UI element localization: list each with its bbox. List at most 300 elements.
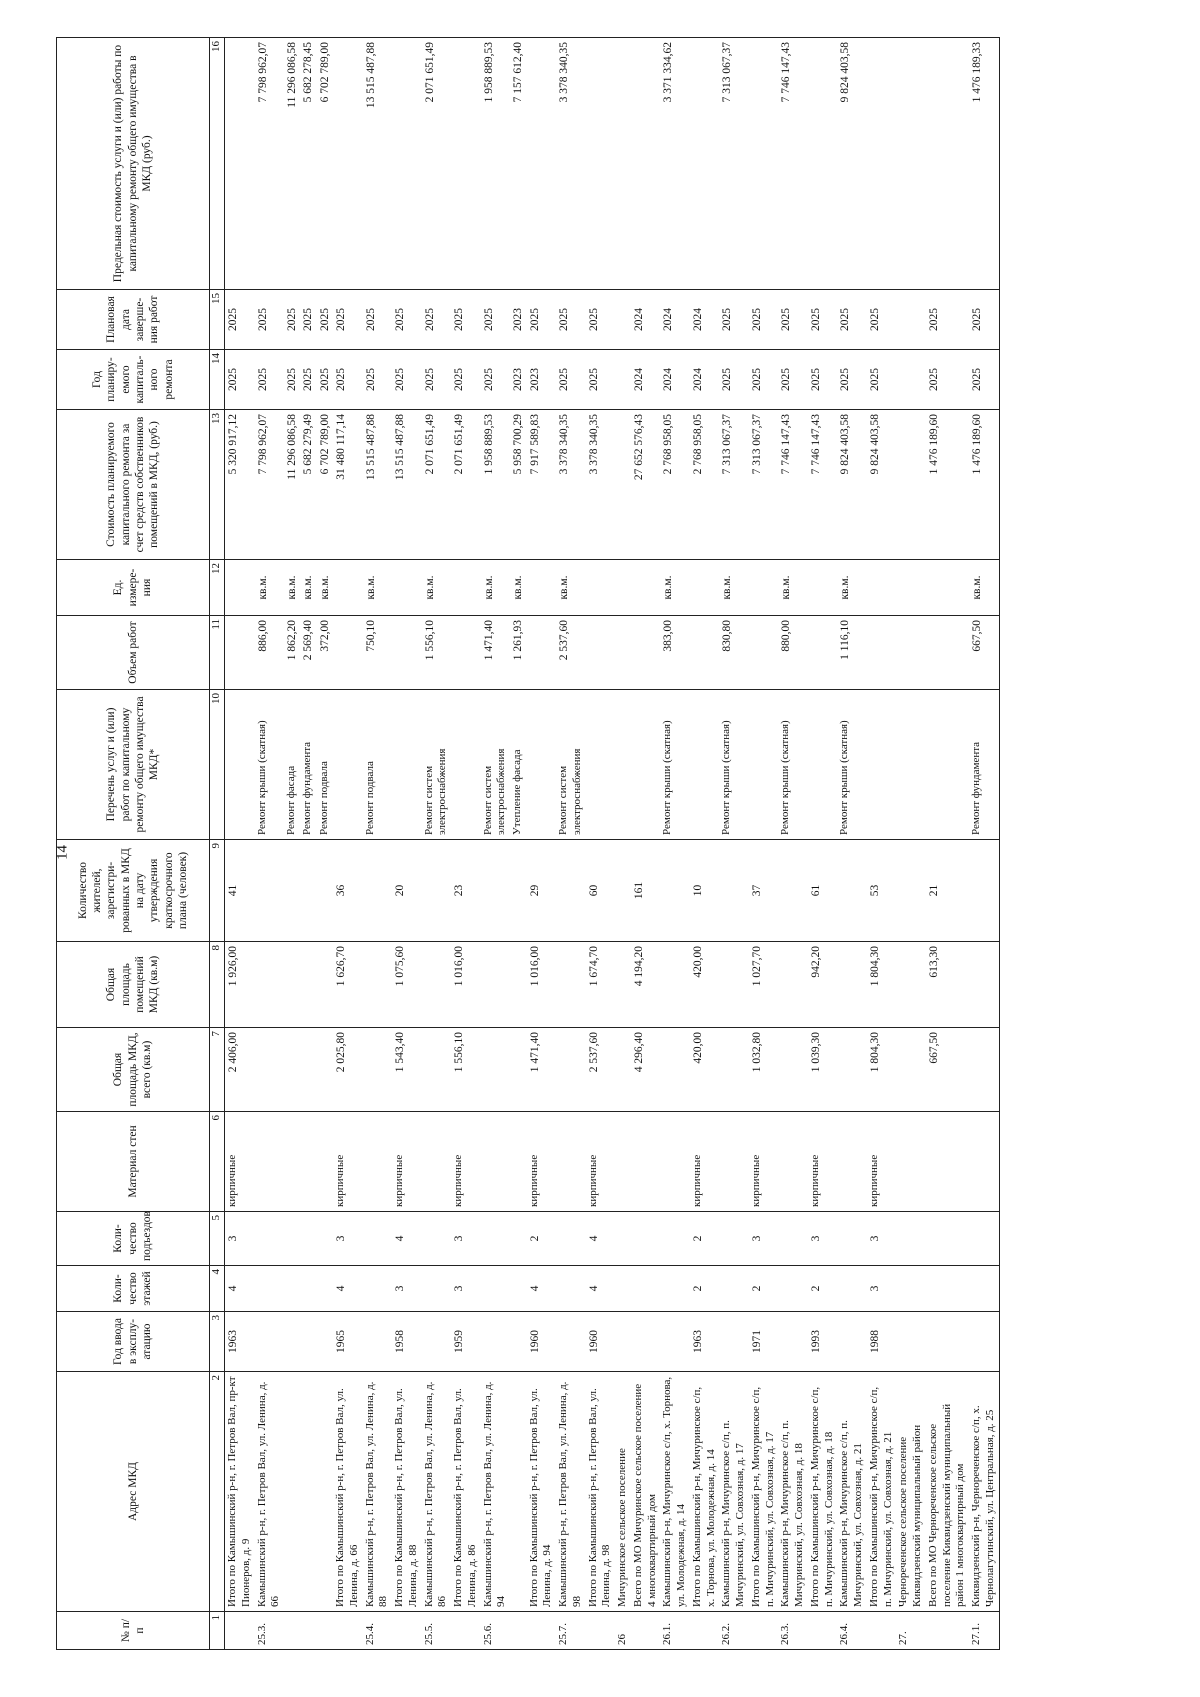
table-cell: 2025 [481, 350, 511, 410]
table-cell: 3 [451, 1212, 481, 1266]
table-cell [255, 1212, 285, 1266]
table-cell [926, 690, 969, 840]
table-cell: 2 [808, 1266, 838, 1312]
table-cell: 2 071 651,49 [422, 410, 452, 560]
column-number: 13 [210, 410, 225, 560]
table-cell [969, 1028, 999, 1112]
table-cell: 5 320 917,12 [225, 410, 255, 560]
table-cell [837, 1028, 867, 1112]
table-cell [300, 1312, 316, 1372]
table-cell: 2025 [808, 290, 838, 350]
table-row [481, 38, 511, 1650]
table-cell [615, 350, 631, 410]
table-cell: 2025 [317, 350, 333, 410]
table-cell [808, 616, 838, 690]
table-cell: 60 [586, 840, 616, 942]
table-row [778, 38, 808, 1650]
table-cell [749, 1612, 779, 1650]
table-cell [896, 290, 926, 350]
table-cell: 3 378 340,35 [556, 38, 586, 290]
table-cell [333, 690, 363, 840]
table-row [333, 38, 363, 1650]
capital-repair-table [56, 37, 1000, 1650]
column-number: 9 [210, 840, 225, 942]
table-cell [510, 840, 526, 942]
table-cell: 2025 [317, 290, 333, 350]
table-cell [969, 1112, 999, 1212]
table-cell [225, 690, 255, 840]
table-cell: Чернореченское сельское поселение Киквидзенский муниципальный район [896, 1372, 926, 1612]
table-cell: 667,50 [969, 616, 999, 690]
table-cell [363, 1266, 393, 1312]
table-cell: 2024 [690, 350, 720, 410]
table-cell: 23 [451, 840, 481, 942]
table-cell: 27.1. [969, 1612, 999, 1650]
table-cell: кв.м. [660, 560, 690, 616]
column-header: Плановая дата заверше-ния работ [57, 290, 210, 350]
table-cell [317, 1266, 333, 1312]
table-cell [896, 840, 926, 942]
table-cell: 1 027,70 [749, 942, 779, 1028]
rotated-table-container [56, 38, 1128, 1650]
table-cell: 2025 [867, 290, 897, 350]
table-cell: 2025 [225, 350, 255, 410]
table-row [586, 38, 616, 1650]
table-cell [837, 1266, 867, 1312]
table-row [719, 38, 749, 1650]
table-cell: 25.7. [556, 1612, 586, 1650]
table-cell [586, 38, 616, 290]
table-cell: 1 261,93 [510, 616, 526, 690]
column-header: Общая площадь МКД, всего (кв.м) [57, 1028, 210, 1112]
table-cell: кв.м. [363, 560, 393, 616]
column-number: 16 [210, 38, 225, 290]
table-cell: Ремонт фундамента [300, 690, 316, 840]
table-cell: 2 569,40 [300, 616, 316, 690]
table-cell [284, 1028, 300, 1112]
table-cell: 27 652 576,43 [631, 410, 661, 560]
table-cell: кв.м. [778, 560, 808, 616]
table-cell: 2025 [556, 350, 586, 410]
table-cell: 161 [631, 840, 661, 942]
table-cell [451, 1612, 481, 1650]
table-cell [284, 840, 300, 942]
table-cell: Утепление фасада [510, 690, 526, 840]
table-cell: 25.6. [481, 1612, 511, 1650]
table-row [317, 38, 333, 1650]
table-cell: 2025 [586, 350, 616, 410]
table-cell [615, 410, 631, 560]
table-cell [527, 560, 557, 616]
table-cell: 13 515 487,88 [363, 410, 393, 560]
table-cell [422, 840, 452, 942]
table-cell: 1960 [527, 1312, 557, 1372]
table-cell: 9 824 403,58 [837, 410, 867, 560]
table-cell [586, 690, 616, 840]
column-header: Общая площадь помещений МКД (кв.м) [57, 942, 210, 1028]
table-cell: 21 [926, 840, 969, 942]
table-cell: Итого по Камышинский р-н, Мичуринское с/п, х. Торнова, ул. Молодежная, д. 14 [690, 1372, 720, 1612]
table-cell [690, 690, 720, 840]
column-header: Материал стен [57, 1112, 210, 1212]
table-cell: 2023 [510, 290, 526, 350]
table-cell [926, 38, 969, 290]
column-header: Объем работ [57, 616, 210, 690]
table-cell [631, 616, 661, 690]
column-header: Адрес МКД [57, 1372, 210, 1612]
table-cell: Ремонт крыши (скатная) [255, 690, 285, 840]
table-cell: 383,00 [660, 616, 690, 690]
table-cell: Камышинский р-н, г. Петров Вал, ул. Ленина, д. 86 [422, 1372, 452, 1612]
table-cell [969, 1212, 999, 1266]
table-cell [867, 1612, 897, 1650]
table-cell [300, 1212, 316, 1266]
table-cell [719, 1028, 749, 1112]
table-cell [896, 410, 926, 560]
table-cell: 372,00 [317, 616, 333, 690]
table-cell [300, 1266, 316, 1312]
column-header: Год планиру-емого капиталь-ного ремонта [57, 350, 210, 410]
table-cell: кирпичные [451, 1112, 481, 1212]
table-row [631, 38, 661, 1650]
table-cell: 1 958 889,53 [481, 38, 511, 290]
table-cell: 1 804,30 [867, 942, 897, 1028]
table-cell [631, 1112, 661, 1212]
column-header: Коли-чество этажей [57, 1266, 210, 1312]
table-cell [749, 690, 779, 840]
table-cell: 7 313 067,37 [719, 38, 749, 290]
table-cell [615, 1028, 631, 1112]
table-cell [926, 1266, 969, 1312]
table-cell: Итого по Камышинский р-н, г. Петров Вал, ул. Ленина, д. 66 [333, 1372, 363, 1612]
table-cell: 2 537,60 [556, 616, 586, 690]
table-cell [808, 560, 838, 616]
table-cell [284, 1372, 300, 1612]
table-cell: 2024 [631, 350, 661, 410]
table-cell: 41 [225, 840, 255, 942]
table-cell: Ремонт систем электроснабжения [556, 690, 586, 840]
table-cell: 2025 [837, 290, 867, 350]
table-cell [808, 690, 838, 840]
table-cell: 2025 [926, 290, 969, 350]
table-cell: 2025 [586, 290, 616, 350]
table-cell: Камышинский р-н, г. Петров Вал, ул. Ленина, д. 94 [481, 1372, 511, 1612]
table-cell: 942,20 [808, 942, 838, 1028]
table-cell [333, 616, 363, 690]
table-cell: 13 515 487,88 [363, 38, 393, 290]
table-cell [556, 1312, 586, 1372]
table-cell: Итого по Камышинский р-н, Мичуринское с/п, п. Мичуринский, ул. Совхозная, д. 21 [867, 1372, 897, 1612]
table-cell [660, 1212, 690, 1266]
table-cell [719, 942, 749, 1028]
table-cell [778, 1028, 808, 1112]
table-cell [317, 1212, 333, 1266]
table-cell: 2025 [422, 350, 452, 410]
table-cell [615, 690, 631, 840]
table-cell: кирпичные [586, 1112, 616, 1212]
table-cell: 26.1. [660, 1612, 690, 1650]
table-cell [481, 1112, 511, 1212]
table-cell: 2025 [527, 290, 557, 350]
table-cell [837, 1112, 867, 1212]
table-cell [926, 1212, 969, 1266]
table-cell: 7 798 962,07 [255, 410, 285, 560]
table-cell [284, 1212, 300, 1266]
table-cell: 420,00 [690, 1028, 720, 1112]
table-row [896, 38, 926, 1650]
table-cell [255, 1312, 285, 1372]
table-cell: 886,00 [255, 616, 285, 690]
table-cell [556, 1212, 586, 1266]
table-row [300, 38, 316, 1650]
column-number: 3 [210, 1312, 225, 1372]
table-cell: 2025 [749, 350, 779, 410]
table-cell: 1 926,00 [225, 942, 255, 1028]
column-number: 12 [210, 560, 225, 616]
table-row [284, 38, 300, 1650]
table-cell: 5 682 279,49 [300, 410, 316, 560]
table-row [422, 38, 452, 1650]
table-cell: 2025 [778, 290, 808, 350]
table-header [54, 38, 225, 1650]
table-cell [615, 1312, 631, 1372]
table-cell: кирпичные [690, 1112, 720, 1212]
table-cell [510, 1612, 526, 1650]
column-number: 10 [210, 690, 225, 840]
table-cell: Ремонт крыши (скатная) [660, 690, 690, 840]
table-cell: 1 471,40 [527, 1028, 557, 1112]
table-cell [527, 690, 557, 840]
table-cell: 26.2. [719, 1612, 749, 1650]
table-cell: 1 556,10 [422, 616, 452, 690]
table-cell: 1965 [333, 1312, 363, 1372]
table-cell: 4 [333, 1266, 363, 1312]
table-cell: 26.3. [778, 1612, 808, 1650]
table-cell: 1 016,00 [527, 942, 557, 1028]
table-cell [510, 942, 526, 1028]
table-cell: 2 [690, 1266, 720, 1312]
table-cell: Итого по Камышинский р-н, г. Петров Вал, ул. Ленина, д. 94 [527, 1372, 557, 1612]
table-cell [631, 38, 661, 290]
table-row [527, 38, 557, 1650]
table-cell [284, 942, 300, 1028]
table-cell [300, 942, 316, 1028]
table-cell: 2025 [451, 350, 481, 410]
table-cell: 3 [808, 1212, 838, 1266]
table-cell [284, 1112, 300, 1212]
table-cell: Мичуринское сельское поселение [615, 1372, 631, 1612]
table-cell [422, 942, 452, 1028]
column-number: 15 [210, 290, 225, 350]
table-cell: Ремонт фасада [284, 690, 300, 840]
table-cell [255, 1028, 285, 1112]
table-cell [615, 1112, 631, 1212]
table-cell [481, 1266, 511, 1312]
table-cell: 4 296,40 [631, 1028, 661, 1112]
table-cell: 9 824 403,58 [837, 38, 867, 290]
table-cell [556, 1028, 586, 1112]
table-cell: 4 [392, 1212, 422, 1266]
table-cell: 1 626,70 [333, 942, 363, 1028]
table-cell [615, 1212, 631, 1266]
table-cell: 7 313 067,37 [719, 410, 749, 560]
table-row [510, 38, 526, 1650]
table-cell: кв.м. [284, 560, 300, 616]
table-cell: 2025 [284, 350, 300, 410]
table-cell: Камышинский р-н, Мичуринское с/п, п. Мичуринский, ул. Совхозная, д. 17 [719, 1372, 749, 1612]
table-cell: 2 071 651,49 [451, 410, 481, 560]
table-cell [778, 942, 808, 1028]
table-cell: 1 016,00 [451, 942, 481, 1028]
table-cell [451, 616, 481, 690]
table-cell [317, 942, 333, 1028]
column-number: 8 [210, 942, 225, 1028]
table-cell: 2024 [690, 290, 720, 350]
table-cell: 4 194,20 [631, 942, 661, 1028]
table-cell: 2 768 958,05 [690, 410, 720, 560]
table-cell [255, 1266, 285, 1312]
table-cell: 3 [867, 1212, 897, 1266]
table-cell: 2025 [926, 350, 969, 410]
table-cell [837, 840, 867, 942]
column-number: 2 [210, 1372, 225, 1612]
table-cell: 3 [333, 1212, 363, 1266]
table-cell: 2025 [969, 350, 999, 410]
table-cell: Ремонт фундамента [969, 690, 999, 840]
table-cell: 613,30 [926, 942, 969, 1028]
table-cell [363, 1312, 393, 1372]
table-cell [808, 38, 838, 290]
column-number-row [210, 38, 225, 1650]
table-row [392, 38, 422, 1650]
table-cell [969, 840, 999, 942]
table-cell: Ремонт систем электроснабжения [422, 690, 452, 840]
table-cell [867, 690, 897, 840]
table-cell [926, 1112, 969, 1212]
table-cell [527, 38, 557, 290]
table-cell: 2 406,00 [225, 1028, 255, 1112]
table-cell [284, 1266, 300, 1312]
table-cell: 1963 [225, 1312, 255, 1372]
table-cell [896, 616, 926, 690]
table-cell: 1 032,80 [749, 1028, 779, 1112]
table-cell [317, 1028, 333, 1112]
table-cell [527, 1612, 557, 1650]
table-cell [808, 1612, 838, 1650]
table-cell [586, 1612, 616, 1650]
table-cell [422, 1266, 452, 1312]
table-cell: 3 [749, 1212, 779, 1266]
table-cell: 1 471,40 [481, 616, 511, 690]
column-number: 11 [210, 616, 225, 690]
table-cell: 2024 [660, 290, 690, 350]
table-cell: 2025 [284, 290, 300, 350]
table-cell: кв.м. [969, 560, 999, 616]
table-cell: кв.м. [255, 560, 285, 616]
table-cell [690, 38, 720, 290]
table-row [556, 38, 586, 1650]
column-header: № п/п [57, 1612, 210, 1650]
table-cell: 2023 [527, 350, 557, 410]
table-cell: 2025 [969, 290, 999, 350]
table-cell [896, 38, 926, 290]
table-cell [926, 560, 969, 616]
table-cell: 2025 [867, 350, 897, 410]
table-cell [392, 616, 422, 690]
table-cell [363, 1028, 393, 1112]
table-cell: 3 378 340,35 [556, 410, 586, 560]
table-cell: 2025 [556, 290, 586, 350]
table-cell: 1 958 889,53 [481, 410, 511, 560]
column-header: Ед. измере-ния [57, 560, 210, 616]
table-cell [510, 1212, 526, 1266]
table-cell [749, 38, 779, 290]
table-cell [451, 38, 481, 290]
table-cell: Камышинский р-н, г. Петров Вал, ул. Ленина, д. 98 [556, 1372, 586, 1612]
table-row [225, 38, 255, 1650]
table-cell: 29 [527, 840, 557, 942]
table-cell: 2 025,80 [333, 1028, 363, 1112]
table-cell [363, 1212, 393, 1266]
table-cell [969, 942, 999, 1028]
table-cell: 2023 [510, 350, 526, 410]
table-cell [969, 1266, 999, 1312]
table-cell [510, 1372, 526, 1612]
table-cell [333, 38, 363, 290]
table-cell: 3 378 340,35 [586, 410, 616, 560]
table-cell: Ремонт систем электроснабжения [481, 690, 511, 840]
table-cell: Камышинский р-н, Мичуринское с/п, п. Мичуринский, ул. Совхозная, д. 18 [778, 1372, 808, 1612]
table-cell [660, 1312, 690, 1372]
table-cell [255, 942, 285, 1028]
table-cell: Камышинский р-н, Мичуринское с/п, п. Мичуринский, ул. Совхозная, д. 21 [837, 1372, 867, 1612]
table-cell: 25.4. [363, 1612, 393, 1650]
table-cell: 1 476 189,60 [969, 410, 999, 560]
table-cell: 2025 [255, 290, 285, 350]
table-cell: кв.м. [510, 560, 526, 616]
table-cell: 61 [808, 840, 838, 942]
table-cell: 2025 [749, 290, 779, 350]
table-cell: Камышинский р-н, г. Петров Вал, ул. Ленина, д. 66 [255, 1372, 285, 1612]
table-cell [837, 942, 867, 1028]
table-cell [300, 1372, 316, 1612]
table-cell: 13 515 487,88 [392, 410, 422, 560]
table-cell: 2024 [660, 350, 690, 410]
table-cell [615, 38, 631, 290]
table-cell [527, 616, 557, 690]
page-number: 14 [54, 845, 71, 860]
table-cell: Ремонт подвала [363, 690, 393, 840]
table-cell: 2025 [300, 290, 316, 350]
table-cell [631, 1212, 661, 1266]
table-row [690, 38, 720, 1650]
table-cell [615, 560, 631, 616]
table-cell: 53 [867, 840, 897, 942]
table-cell [896, 690, 926, 840]
table-cell: Ремонт подвала [317, 690, 333, 840]
table-cell: 6 702 789,00 [317, 38, 333, 290]
table-cell: 1958 [392, 1312, 422, 1372]
table-cell: Итого по Камышинский р-н, г. Петров Вал, пр-кт Пионеров, д. 9 [225, 1372, 255, 1612]
table-cell [392, 1612, 422, 1650]
table-cell: кв.м. [837, 560, 867, 616]
table-cell: 4 [527, 1266, 557, 1312]
table-cell [926, 616, 969, 690]
table-cell: 1 039,30 [808, 1028, 838, 1112]
table-cell: 2025 [363, 290, 393, 350]
table-cell [969, 1312, 999, 1372]
table-cell [422, 1112, 452, 1212]
